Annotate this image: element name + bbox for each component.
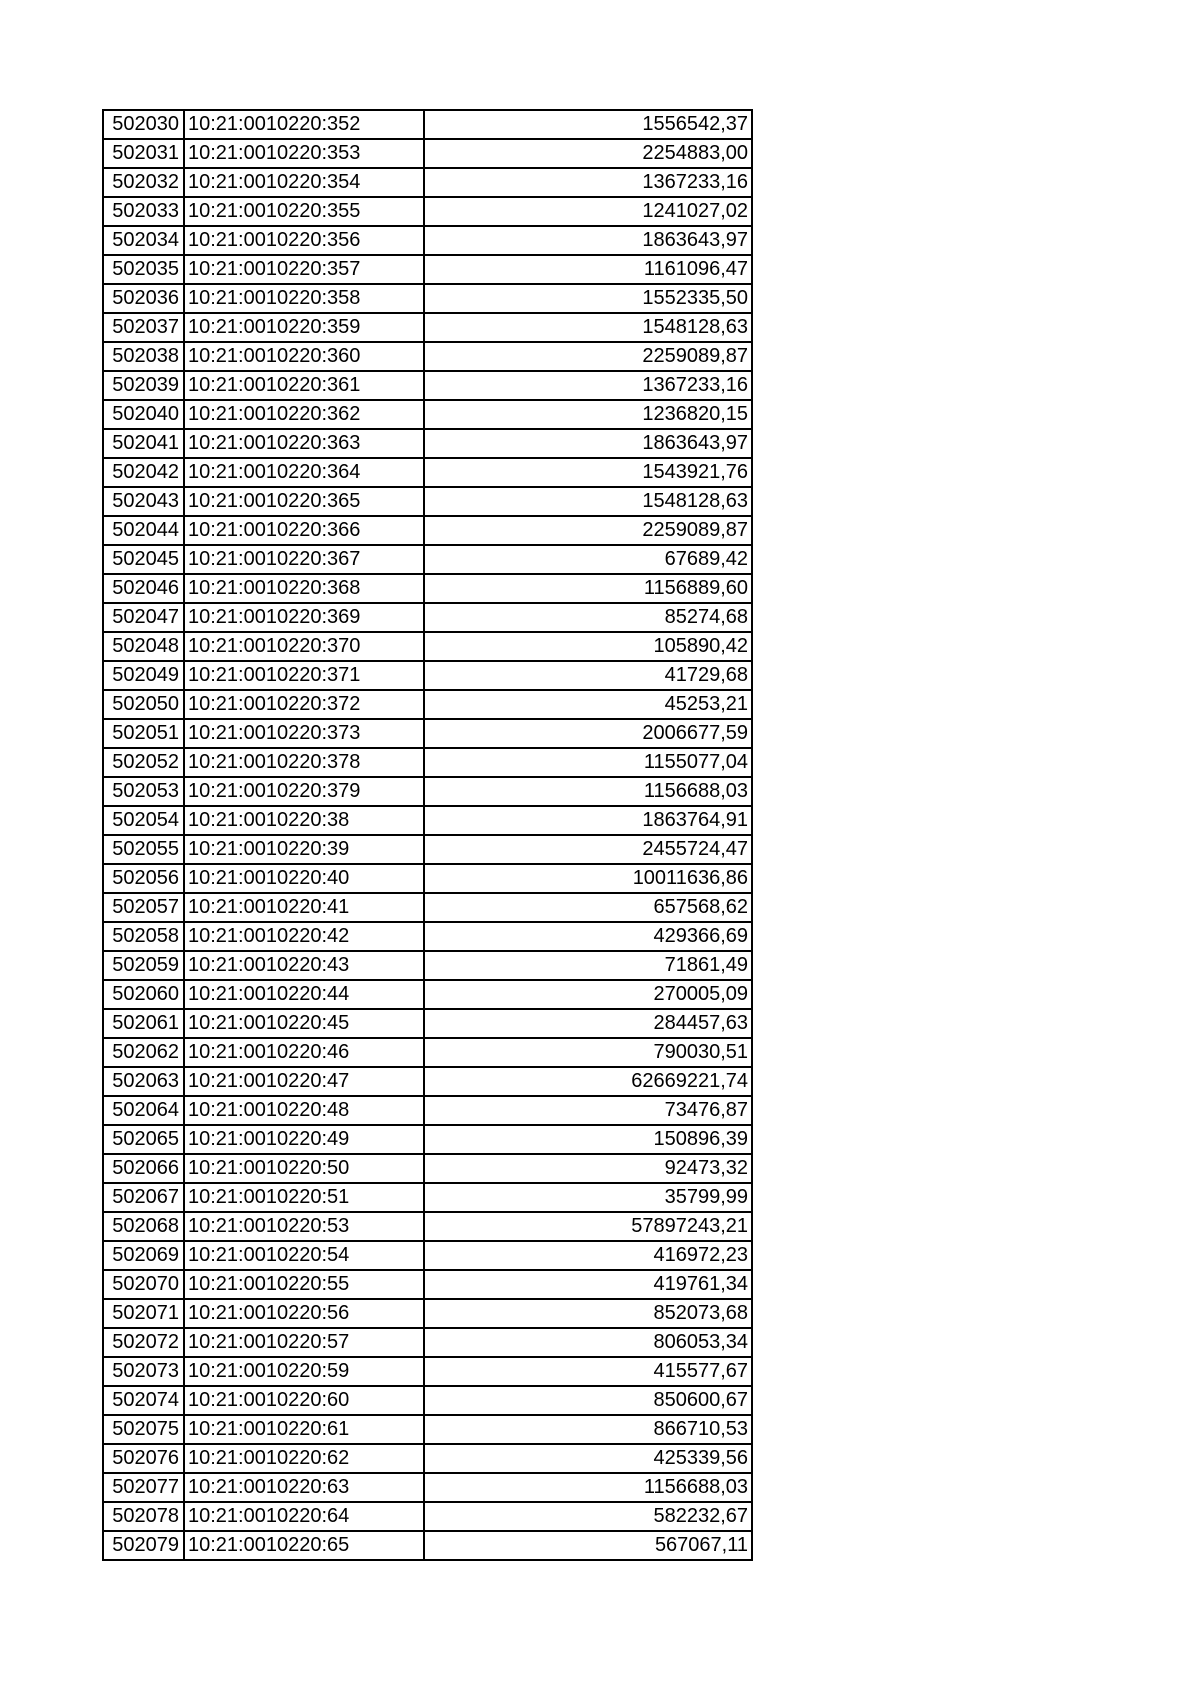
table-row [103, 1241, 752, 1270]
value-cell: 852073,68 [424, 1299, 752, 1328]
value-cell: 850600,67 [424, 1386, 752, 1415]
table-row [103, 1009, 752, 1038]
cadastral-number-cell: 10:21:0010220:56 [184, 1299, 424, 1328]
value-cell: 150896,39 [424, 1125, 752, 1154]
cadastral-number-cell: 10:21:0010220:357 [184, 255, 424, 284]
value-cell: 1543921,76 [424, 458, 752, 487]
value-cell: 1552335,50 [424, 284, 752, 313]
row-id-cell: 502034 [103, 226, 184, 255]
table-row [103, 1473, 752, 1502]
table-row [103, 1299, 752, 1328]
table-row [103, 893, 752, 922]
row-id-cell: 502076 [103, 1444, 184, 1473]
row-id-cell: 502058 [103, 922, 184, 951]
cadastral-number-cell: 10:21:0010220:62 [184, 1444, 424, 1473]
table-row [103, 1154, 752, 1183]
row-id-cell: 502042 [103, 458, 184, 487]
table-row [103, 1096, 752, 1125]
cadastral-number-cell: 10:21:0010220:373 [184, 719, 424, 748]
data-table [102, 109, 753, 1561]
value-cell: 1156688,03 [424, 1473, 752, 1502]
cadastral-number-cell: 10:21:0010220:362 [184, 400, 424, 429]
cadastral-number-cell: 10:21:0010220:59 [184, 1357, 424, 1386]
cadastral-number-cell: 10:21:0010220:61 [184, 1415, 424, 1444]
table-row [103, 951, 752, 980]
row-id-cell: 502037 [103, 313, 184, 342]
cadastral-number-cell: 10:21:0010220:44 [184, 980, 424, 1009]
table-row [103, 313, 752, 342]
table-row [103, 632, 752, 661]
row-id-cell: 502072 [103, 1328, 184, 1357]
row-id-cell: 502075 [103, 1415, 184, 1444]
table-row [103, 1415, 752, 1444]
row-id-cell: 502036 [103, 284, 184, 313]
row-id-cell: 502044 [103, 516, 184, 545]
cadastral-number-cell: 10:21:0010220:369 [184, 603, 424, 632]
row-id-cell: 502074 [103, 1386, 184, 1415]
table-row [103, 429, 752, 458]
table-row [103, 777, 752, 806]
table-row [103, 1067, 752, 1096]
value-cell: 567067,11 [424, 1531, 752, 1560]
row-id-cell: 502071 [103, 1299, 184, 1328]
cadastral-number-cell: 10:21:0010220:47 [184, 1067, 424, 1096]
value-cell: 1863764,91 [424, 806, 752, 835]
cadastral-number-cell: 10:21:0010220:46 [184, 1038, 424, 1067]
table-row [103, 139, 752, 168]
table-row [103, 1531, 752, 1560]
cadastral-number-cell: 10:21:0010220:379 [184, 777, 424, 806]
table-row [103, 719, 752, 748]
value-cell: 45253,21 [424, 690, 752, 719]
row-id-cell: 502045 [103, 545, 184, 574]
value-cell: 57897243,21 [424, 1212, 752, 1241]
value-cell: 1548128,63 [424, 487, 752, 516]
row-id-cell: 502077 [103, 1473, 184, 1502]
value-cell: 270005,09 [424, 980, 752, 1009]
value-cell: 85274,68 [424, 603, 752, 632]
row-id-cell: 502033 [103, 197, 184, 226]
table-row [103, 371, 752, 400]
cadastral-number-cell: 10:21:0010220:40 [184, 864, 424, 893]
row-id-cell: 502051 [103, 719, 184, 748]
table-row [103, 168, 752, 197]
value-cell: 1548128,63 [424, 313, 752, 342]
value-cell: 419761,34 [424, 1270, 752, 1299]
value-cell: 2254883,00 [424, 139, 752, 168]
cadastral-number-cell: 10:21:0010220:45 [184, 1009, 424, 1038]
cadastral-number-cell: 10:21:0010220:378 [184, 748, 424, 777]
row-id-cell: 502050 [103, 690, 184, 719]
value-cell: 1156688,03 [424, 777, 752, 806]
cadastral-number-cell: 10:21:0010220:60 [184, 1386, 424, 1415]
value-cell: 582232,67 [424, 1502, 752, 1531]
value-cell: 2455724,47 [424, 835, 752, 864]
table-row [103, 1038, 752, 1067]
table-row [103, 603, 752, 632]
value-cell: 1155077,04 [424, 748, 752, 777]
table-row [103, 255, 752, 284]
row-id-cell: 502046 [103, 574, 184, 603]
row-id-cell: 502067 [103, 1183, 184, 1212]
cadastral-number-cell: 10:21:0010220:370 [184, 632, 424, 661]
row-id-cell: 502059 [103, 951, 184, 980]
row-id-cell: 502054 [103, 806, 184, 835]
cadastral-number-cell: 10:21:0010220:358 [184, 284, 424, 313]
row-id-cell: 502070 [103, 1270, 184, 1299]
cadastral-number-cell: 10:21:0010220:43 [184, 951, 424, 980]
table-row [103, 400, 752, 429]
table-row [103, 1357, 752, 1386]
row-id-cell: 502064 [103, 1096, 184, 1125]
table-row [103, 487, 752, 516]
cadastral-number-cell: 10:21:0010220:365 [184, 487, 424, 516]
row-id-cell: 502056 [103, 864, 184, 893]
value-cell: 790030,51 [424, 1038, 752, 1067]
row-id-cell: 502043 [103, 487, 184, 516]
row-id-cell: 502031 [103, 139, 184, 168]
value-cell: 1863643,97 [424, 226, 752, 255]
row-id-cell: 502057 [103, 893, 184, 922]
row-id-cell: 502073 [103, 1357, 184, 1386]
value-cell: 806053,34 [424, 1328, 752, 1357]
cadastral-number-cell: 10:21:0010220:54 [184, 1241, 424, 1270]
table-row [103, 1212, 752, 1241]
row-id-cell: 502060 [103, 980, 184, 1009]
table-row [103, 574, 752, 603]
value-cell: 92473,32 [424, 1154, 752, 1183]
cadastral-number-cell: 10:21:0010220:367 [184, 545, 424, 574]
value-cell: 41729,68 [424, 661, 752, 690]
table-row [103, 284, 752, 313]
cadastral-number-cell: 10:21:0010220:53 [184, 1212, 424, 1241]
value-cell: 1863643,97 [424, 429, 752, 458]
cadastral-number-cell: 10:21:0010220:355 [184, 197, 424, 226]
row-id-cell: 502062 [103, 1038, 184, 1067]
table-row [103, 226, 752, 255]
row-id-cell: 502030 [103, 110, 184, 139]
row-id-cell: 502038 [103, 342, 184, 371]
table-row [103, 922, 752, 951]
row-id-cell: 502069 [103, 1241, 184, 1270]
cadastral-number-cell: 10:21:0010220:57 [184, 1328, 424, 1357]
value-cell: 2006677,59 [424, 719, 752, 748]
table-row [103, 1125, 752, 1154]
value-cell: 10011636,86 [424, 864, 752, 893]
cadastral-number-cell: 10:21:0010220:372 [184, 690, 424, 719]
table-row [103, 835, 752, 864]
row-id-cell: 502048 [103, 632, 184, 661]
row-id-cell: 502078 [103, 1502, 184, 1531]
value-cell: 1236820,15 [424, 400, 752, 429]
value-cell: 657568,62 [424, 893, 752, 922]
value-cell: 67689,42 [424, 545, 752, 574]
row-id-cell: 502049 [103, 661, 184, 690]
cadastral-number-cell: 10:21:0010220:38 [184, 806, 424, 835]
row-id-cell: 502040 [103, 400, 184, 429]
table-row [103, 1444, 752, 1473]
value-cell: 425339,56 [424, 1444, 752, 1473]
value-cell: 62669221,74 [424, 1067, 752, 1096]
value-cell: 416972,23 [424, 1241, 752, 1270]
value-cell: 2259089,87 [424, 342, 752, 371]
cadastral-number-cell: 10:21:0010220:55 [184, 1270, 424, 1299]
cadastral-number-cell: 10:21:0010220:352 [184, 110, 424, 139]
cadastral-number-cell: 10:21:0010220:368 [184, 574, 424, 603]
cadastral-number-cell: 10:21:0010220:63 [184, 1473, 424, 1502]
value-cell: 1556542,37 [424, 110, 752, 139]
value-cell: 1161096,47 [424, 255, 752, 284]
row-id-cell: 502065 [103, 1125, 184, 1154]
table-row [103, 516, 752, 545]
row-id-cell: 502061 [103, 1009, 184, 1038]
row-id-cell: 502035 [103, 255, 184, 284]
table-row [103, 458, 752, 487]
cadastral-number-cell: 10:21:0010220:49 [184, 1125, 424, 1154]
cadastral-number-cell: 10:21:0010220:48 [184, 1096, 424, 1125]
cadastral-number-cell: 10:21:0010220:50 [184, 1154, 424, 1183]
table-row [103, 661, 752, 690]
value-cell: 284457,63 [424, 1009, 752, 1038]
cadastral-number-cell: 10:21:0010220:51 [184, 1183, 424, 1212]
table-row [103, 864, 752, 893]
table-row [103, 980, 752, 1009]
value-cell: 1367233,16 [424, 168, 752, 197]
table-body [103, 110, 752, 1560]
row-id-cell: 502052 [103, 748, 184, 777]
value-cell: 35799,99 [424, 1183, 752, 1212]
table-row [103, 690, 752, 719]
cadastral-number-cell: 10:21:0010220:353 [184, 139, 424, 168]
value-cell: 866710,53 [424, 1415, 752, 1444]
cadastral-number-cell: 10:21:0010220:359 [184, 313, 424, 342]
table-row [103, 197, 752, 226]
value-cell: 2259089,87 [424, 516, 752, 545]
row-id-cell: 502063 [103, 1067, 184, 1096]
cadastral-number-cell: 10:21:0010220:65 [184, 1531, 424, 1560]
cadastral-number-cell: 10:21:0010220:354 [184, 168, 424, 197]
table-row [103, 110, 752, 139]
cadastral-number-cell: 10:21:0010220:356 [184, 226, 424, 255]
value-cell: 1367233,16 [424, 371, 752, 400]
cadastral-number-cell: 10:21:0010220:361 [184, 371, 424, 400]
row-id-cell: 502055 [103, 835, 184, 864]
value-cell: 429366,69 [424, 922, 752, 951]
row-id-cell: 502079 [103, 1531, 184, 1560]
value-cell: 1241027,02 [424, 197, 752, 226]
table-row [103, 748, 752, 777]
row-id-cell: 502047 [103, 603, 184, 632]
table-row [103, 1386, 752, 1415]
row-id-cell: 502066 [103, 1154, 184, 1183]
value-cell: 105890,42 [424, 632, 752, 661]
cadastral-number-cell: 10:21:0010220:64 [184, 1502, 424, 1531]
cadastral-number-cell: 10:21:0010220:42 [184, 922, 424, 951]
cadastral-number-cell: 10:21:0010220:366 [184, 516, 424, 545]
table-row [103, 1328, 752, 1357]
row-id-cell: 502039 [103, 371, 184, 400]
row-id-cell: 502068 [103, 1212, 184, 1241]
table-row [103, 806, 752, 835]
value-cell: 71861,49 [424, 951, 752, 980]
cadastral-number-cell: 10:21:0010220:364 [184, 458, 424, 487]
value-cell: 73476,87 [424, 1096, 752, 1125]
row-id-cell: 502041 [103, 429, 184, 458]
table-row [103, 1502, 752, 1531]
table-row [103, 545, 752, 574]
table-row [103, 1270, 752, 1299]
cadastral-number-cell: 10:21:0010220:41 [184, 893, 424, 922]
row-id-cell: 502053 [103, 777, 184, 806]
value-cell: 415577,67 [424, 1357, 752, 1386]
cadastral-number-cell: 10:21:0010220:360 [184, 342, 424, 371]
row-id-cell: 502032 [103, 168, 184, 197]
cadastral-number-cell: 10:21:0010220:371 [184, 661, 424, 690]
value-cell: 1156889,60 [424, 574, 752, 603]
cadastral-number-cell: 10:21:0010220:363 [184, 429, 424, 458]
table-row [103, 1183, 752, 1212]
table-row [103, 342, 752, 371]
cadastral-number-cell: 10:21:0010220:39 [184, 835, 424, 864]
